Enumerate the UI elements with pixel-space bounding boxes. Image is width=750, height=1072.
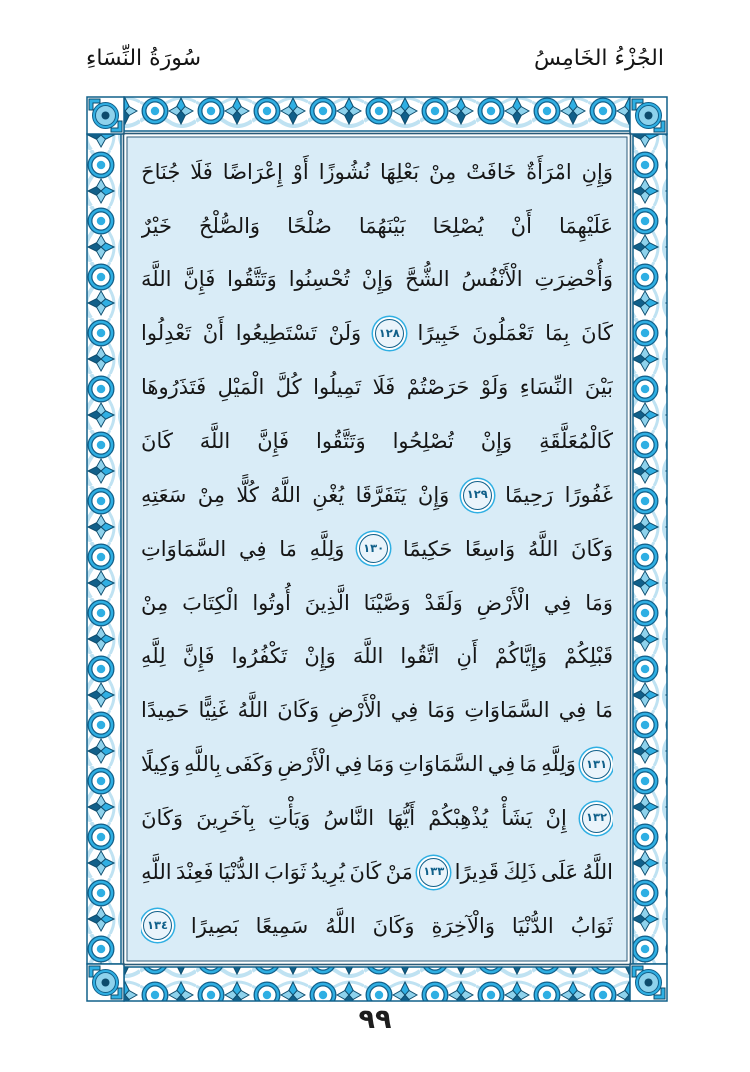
- word: وَيَأْتِ: [268, 805, 311, 830]
- word: خَبِيرًا: [417, 321, 461, 346]
- quran-line: [141, 845, 613, 899]
- word: مَا: [279, 536, 297, 561]
- word: السَّمَاوَاتِ: [398, 752, 484, 777]
- word: فِي: [558, 698, 587, 723]
- word: كُلَّ: [275, 375, 302, 400]
- word: فَتَذَرُوهَا: [141, 375, 207, 400]
- word: فَإِنَّ: [183, 267, 216, 292]
- word: وَصَّيْنَا: [363, 590, 411, 615]
- quran-line: [141, 630, 613, 684]
- word: يُغْنِ: [312, 482, 345, 507]
- word: يَتَفَرَّقَا: [355, 482, 407, 507]
- word: الْأَنْفُسُ: [461, 267, 523, 292]
- word: غَفُورًا: [564, 482, 613, 507]
- quran-line: [141, 576, 613, 630]
- word: الْأَرْضِ: [328, 698, 382, 723]
- word: فِي: [543, 590, 572, 615]
- word: عَلَيْهِمَا: [558, 213, 613, 238]
- word: وَكَفَى: [225, 752, 274, 777]
- word: كَانَ: [581, 321, 613, 346]
- word: الْأَرْضِ: [277, 752, 331, 777]
- word: وَتَتَّقُوا: [315, 428, 366, 453]
- word: كَانَ: [349, 859, 382, 884]
- surah-label: سُورَةُ النِّسَاءِ: [86, 46, 202, 71]
- quran-line: [141, 791, 613, 845]
- word: تَسْتَطِيعُوا: [235, 321, 317, 346]
- verse-end-marker: ١٢٨: [375, 319, 404, 348]
- word: وَلَنْ: [328, 321, 362, 346]
- word: بِاللَّهِ: [184, 752, 221, 777]
- word: وَكَانَ: [571, 536, 613, 561]
- word: وَكَانَ: [277, 698, 320, 723]
- word: بَعْلِهَا: [380, 159, 420, 184]
- word: وَكَانَ: [141, 805, 184, 830]
- word: وَلِلَّهِ: [309, 536, 345, 561]
- word: السَّمَاوَاتِ: [464, 698, 550, 723]
- word: فَإِنَّ: [257, 428, 290, 453]
- border-band-left: [87, 134, 121, 964]
- word: يُصْلِحَا: [432, 213, 484, 238]
- word: النَّاسُ: [323, 805, 375, 830]
- word: النِّسَاءِ: [519, 375, 574, 400]
- quran-line: [141, 145, 613, 199]
- verse-end-marker: ١٢٩: [463, 481, 492, 510]
- verse-end-marker: ١٣٢: [582, 804, 611, 833]
- word: تُحْسِنُوا: [288, 267, 350, 292]
- word: كُلًّا: [236, 482, 259, 507]
- word: ثَوَابَ: [264, 859, 307, 884]
- corner-ornament: [87, 97, 124, 134]
- word: وَمَا: [585, 590, 613, 615]
- quran-line: [141, 684, 613, 738]
- word: بَصِيرًا: [190, 913, 239, 938]
- word: الْأَرْضِ: [476, 590, 530, 615]
- quran-text-panel: [127, 137, 627, 961]
- word: بَيْنَ: [584, 375, 613, 400]
- word: مِنْ: [141, 590, 169, 615]
- word: بِمَا: [545, 321, 570, 346]
- word: صُلْحًا: [287, 213, 332, 238]
- word: رَحِيمًا: [505, 482, 554, 507]
- word: يُذْهِبْكُمْ: [428, 805, 489, 830]
- quran-line: [141, 199, 613, 253]
- quran-line: [141, 360, 613, 414]
- word: بِآخَرِينَ: [196, 805, 255, 830]
- word: وَلَقَدْ: [424, 590, 463, 615]
- word: الدُّنْيَا: [511, 913, 554, 938]
- verse-end-marker: ١٣١: [582, 750, 611, 779]
- word: خَيْرٌ: [141, 213, 172, 238]
- word: وَأُحْضِرَتِ: [534, 267, 613, 292]
- word: مِنْ: [197, 482, 225, 507]
- word: فَإِنَّ: [182, 644, 215, 669]
- verse-end-marker: ١٣٣: [419, 858, 448, 887]
- word: يُرِيدُ: [310, 859, 346, 884]
- word: أَنْ: [202, 321, 225, 346]
- word: حَكِيمًا: [402, 536, 453, 561]
- word: وَمَا: [366, 752, 395, 777]
- word: مَنْ: [385, 859, 413, 884]
- word: تَمِيلُوا: [313, 375, 362, 400]
- word: فِي: [487, 752, 516, 777]
- border-band-bottom: [124, 967, 630, 1001]
- word: فِي: [390, 698, 419, 723]
- word: وَإِنْ: [480, 428, 513, 453]
- juz-label: الجُزْءُ الخَامِسُ: [533, 46, 664, 71]
- word: وَكَانَ: [372, 913, 415, 938]
- word: غَنِيًّا: [198, 698, 229, 723]
- word: اللَّهَ: [199, 428, 231, 453]
- word: وَمَا: [427, 698, 456, 723]
- word: سَعَتِهِ: [141, 482, 187, 507]
- word: السَّمَاوَاتِ: [141, 536, 227, 561]
- word: أَنْ: [510, 213, 532, 238]
- quran-line: [141, 737, 613, 791]
- quran-line: [141, 307, 613, 361]
- word: أَيُّهَا: [387, 805, 416, 830]
- word: تَعْمَلُونَ: [472, 321, 534, 346]
- word: أَوْ: [292, 159, 309, 184]
- word: وَاسِعًا: [465, 536, 516, 561]
- word: تَعْدِلُوا: [141, 321, 192, 346]
- word: اللَّهَ: [141, 267, 172, 292]
- word: وَكِيلًا: [141, 752, 181, 777]
- word: كَالْمُعَلَّقَةِ: [539, 428, 613, 453]
- word: ذَلِكَ: [503, 859, 537, 884]
- word: اللَّهُ: [270, 482, 301, 507]
- verse-end-marker: ١٣٤: [143, 911, 172, 940]
- word: اللَّهُ: [527, 536, 559, 561]
- corner-ornament: [87, 964, 124, 1001]
- word: اللَّهُ: [582, 859, 613, 884]
- word: وَإِيَّاكُمْ: [494, 644, 548, 669]
- word: قَدِيرًا: [454, 859, 499, 884]
- word: مَا: [519, 752, 538, 777]
- word: الْمَيْلِ: [217, 375, 265, 400]
- word: جُنَاحَ: [141, 159, 181, 184]
- word: حَرَصْتُمْ: [406, 375, 470, 400]
- word: مَا: [595, 698, 613, 723]
- word: قَبْلِكُمْ: [564, 644, 613, 669]
- quran-line: [141, 899, 613, 953]
- word: مِنْ: [428, 159, 457, 184]
- word: وَتَتَّقُوا: [227, 267, 277, 292]
- word: وَلَوْ: [480, 375, 509, 400]
- word: وَالْآخِرَةِ: [431, 913, 495, 938]
- quran-line: [141, 522, 613, 576]
- quran-line: [141, 414, 613, 468]
- word: اللَّهَ: [352, 644, 384, 669]
- word: ثَوَابُ: [570, 913, 613, 938]
- word: أُوتُوا: [252, 590, 291, 615]
- word: الْكِتَابَ: [182, 590, 239, 615]
- word: سَمِيعًا: [255, 913, 309, 938]
- border-band-right: [633, 134, 667, 964]
- word: يَشَأْ: [501, 805, 533, 830]
- border-band-top: [124, 97, 630, 131]
- word: فِي: [334, 752, 363, 777]
- word: بَيْنَهُمَا: [358, 213, 406, 238]
- verse-end-marker: ١٣٠: [359, 534, 388, 563]
- word: حَمِيدًا: [141, 698, 190, 723]
- word: أَنِ: [456, 644, 478, 669]
- quran-line: [141, 468, 613, 522]
- word: اللَّهُ: [325, 913, 356, 938]
- word: الدُّنْيَا: [217, 859, 260, 884]
- word: خَافَتْ: [466, 159, 517, 184]
- word: فَلَا: [372, 375, 396, 400]
- word: الَّذِينَ: [304, 590, 350, 615]
- word: فَلَا: [190, 159, 213, 184]
- word: امْرَأَةٌ: [526, 159, 572, 184]
- word: اللَّهِ: [141, 859, 172, 884]
- word: وَإِنْ: [361, 267, 394, 292]
- word: اللَّهُ: [237, 698, 269, 723]
- corner-ornament: [630, 964, 667, 1001]
- word: وَإِنِ: [581, 159, 613, 184]
- word: وَالصُّلْحُ: [198, 213, 261, 238]
- quran-line: [141, 253, 613, 307]
- word: فِي: [239, 536, 267, 561]
- page-number: ٩٩: [358, 1004, 392, 1035]
- word: تُصْلِحُوا: [392, 428, 454, 453]
- word: نُشُوزًا: [318, 159, 371, 184]
- word: عَلَى: [541, 859, 579, 884]
- word: كَانَ: [141, 428, 173, 453]
- word: إِعْرَاضًا: [222, 159, 283, 184]
- word: فَعِنْدَ: [175, 859, 214, 884]
- word: لِلَّهِ: [141, 644, 166, 669]
- word: وَلِلَّهِ: [541, 752, 576, 777]
- word: وَإِنْ: [417, 482, 450, 507]
- word: تَكْفُرُوا: [231, 644, 288, 669]
- word: إِنْ: [545, 805, 567, 830]
- word: الشُّحَّ: [405, 267, 450, 292]
- corner-ornament: [630, 97, 667, 134]
- word: اتَّقُوا: [400, 644, 440, 669]
- word: وَإِنْ: [304, 644, 336, 669]
